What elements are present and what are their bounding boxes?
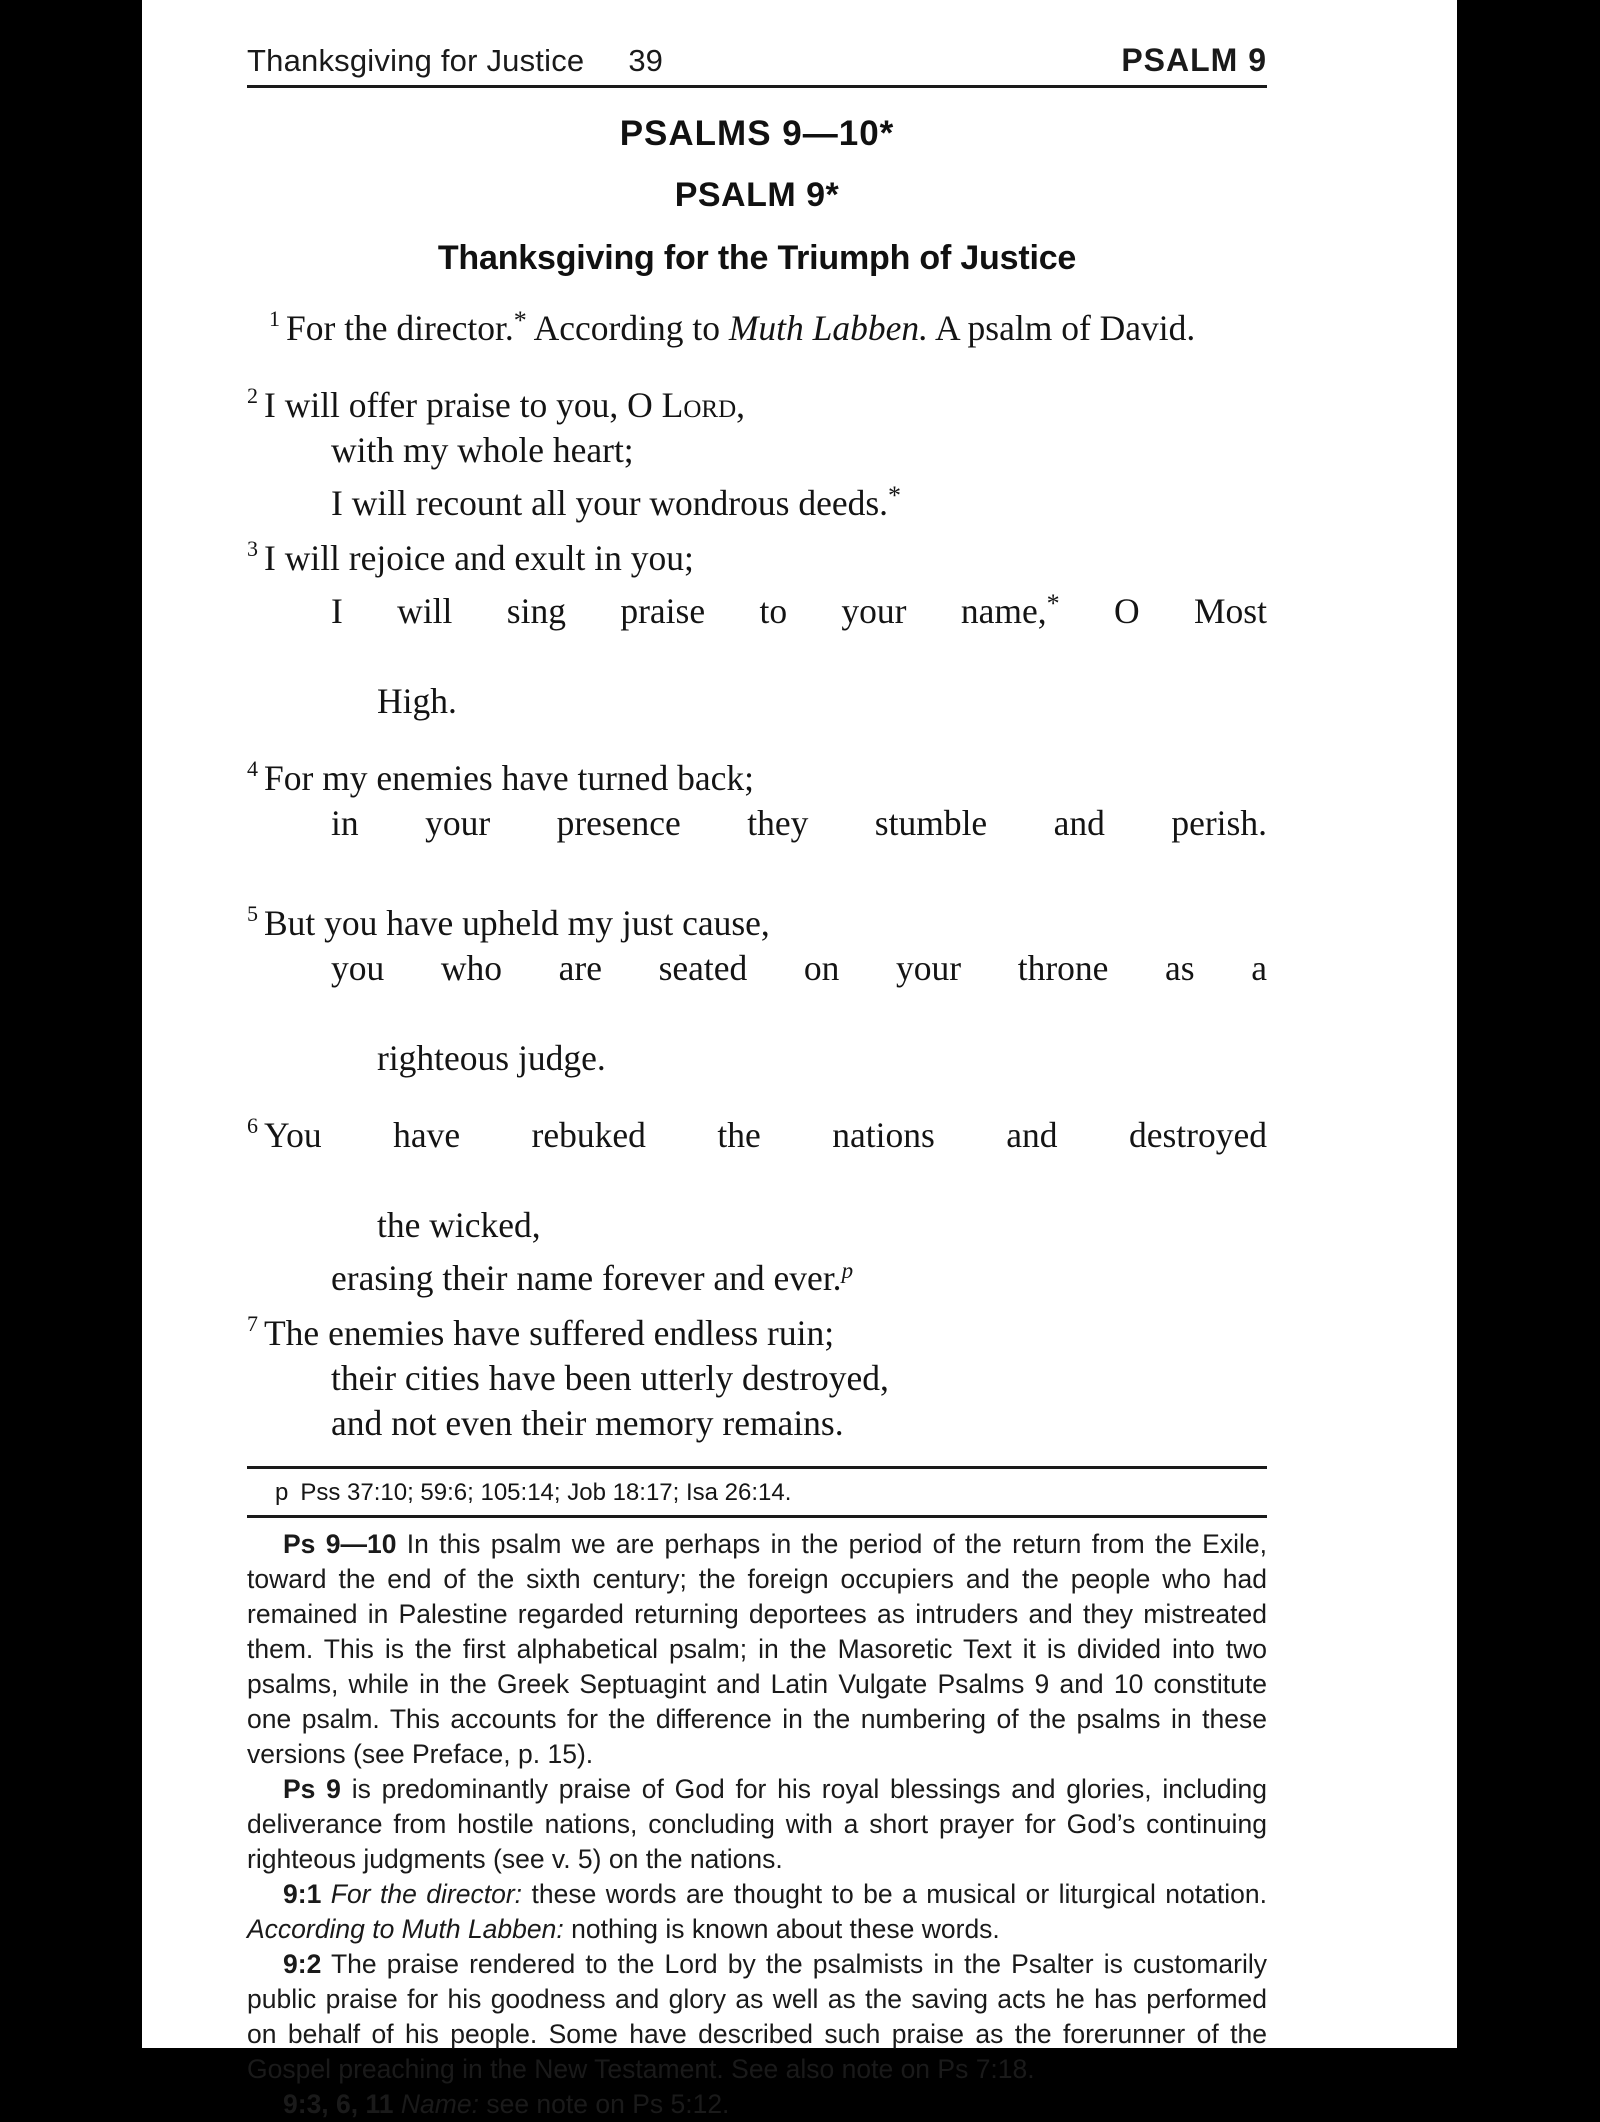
verse-line [247,373,1267,428]
verse-line [247,526,1267,581]
verse-4 [247,746,1267,891]
psalm-number-heading: PSALM 9* [674,176,840,214]
verse-line-text: with my whole heart; [331,430,634,470]
page-canvas [142,0,1457,2119]
verse-line [247,1103,1267,1203]
verse-line-text: the wicked, [377,1205,541,1245]
note-body: these words are thought to be a musical or liturgical notation. [531,1879,1267,1909]
verse-line-text: But you have upheld my just cause, [264,903,770,943]
verse-1-text-c: A psalm of David. [928,308,1196,348]
cross-reference-marker-p[interactable]: p [841,1258,854,1283]
cross-reference-letter: p [275,1479,289,1506]
verse-line-text: and not even their memory remains. [331,1403,844,1443]
verse-1-superscription [247,296,1267,351]
note-body: is predominantly praise of God for his royal blessings and glories, including deliverance from hostile nations, concluding with a short prayer for God’s continuing righteous judgments (see v. 5) on the nations. [247,1774,1267,1874]
note-9-2 [247,1947,1267,2087]
note-italic-lemma-2: According to Muth Labben: [247,1914,564,1944]
verse-line-text: I will offer praise to you, O [264,385,662,425]
verse-line-text: righteous judge. [377,1038,606,1078]
verse-line [247,891,1267,946]
annotation-block [247,1518,1267,2122]
verse-number-3: 3 [247,536,258,561]
asterisk-marker: * [513,306,527,335]
note-ps-9 [247,1772,1267,1877]
asterisk-marker: * [888,481,902,510]
cross-reference-line [247,1469,1267,1518]
verse-3 [247,526,1267,724]
verse-line [247,946,1267,1036]
verse-number-5: 5 [247,901,258,926]
verse-number-7: 7 [247,1311,258,1336]
note-label: 9:3, 6, 11 [283,2089,394,2119]
verse-number-1: 1 [269,306,280,331]
verse-line-text: erasing their name forever and ever. [331,1258,842,1298]
verse-line [247,1036,1267,1081]
note-label: Ps 9 [283,1774,341,1804]
note-body: see note on Ps 5:12. [486,2089,730,2119]
verse-line-tail: O Most [1059,591,1267,631]
page-number: 39 [628,43,663,78]
note-9-1 [247,1877,1267,1947]
verse-number-6: 6 [247,1113,258,1138]
note-body: In this psalm we are perhaps in the period of the return from the Exile, toward the end of the sixth century; the foreign occupiers and the people who had remained in Palestine regarded returning deportees as intruders and they mistreated them. This is the first alphabetical psalm; in the Masoretic Text it is divided into two psalms, while in the Greek Septuagint and Latin Vulgate Psalms 9 and 10 constitute one psalm. This accounts for the difference in the numbering of the psalms in these versions (see Preface, p. 15). [247,1529,1267,1769]
note-label: 9:2 [283,1949,322,1979]
verse-line-text: you who are seated on your throne as a [331,948,1267,988]
verse-1-italic: Muth Labben. [728,308,929,348]
note-label: 9:1 [283,1879,322,1909]
verse-2 [247,373,1267,526]
verse-line-tail: , [736,385,745,425]
verse-line-text: I will recount all your wondrous deeds. [331,483,889,523]
verse-line [247,428,1267,473]
verse-line-text: I will sing praise to your name, [331,591,1047,631]
verse-number-4: 4 [247,756,258,781]
note-body: The praise rendered to the Lord by the psalmists in the Psalter is customarily public praise for his goodness and glory as well as the saving acts he has performed on behalf of his people. Some have described such praise as the forerunner of the Gospel preaching in the New Testament. See also note on Ps 7:18. [247,1949,1268,2084]
verse-line [247,1356,1267,1401]
verse-6 [247,1103,1267,1301]
verse-line-text: in your presence they stumble and perish. [331,803,1267,843]
page-content [247,0,1267,2122]
running-head [247,0,1267,88]
cross-reference-refs[interactable]: Pss 37:10; 59:6; 105:14; Job 18:17; Isa 26:14. [300,1479,792,1506]
running-head-title: Thanksgiving for Justice [247,43,585,78]
verse-line-text: You have rebuked the nations and destroyed [264,1115,1267,1155]
verse-line [247,679,1267,724]
verse-line-text: The enemies have suffered endless ruin; [264,1313,835,1353]
verse-7 [247,1301,1267,1446]
page-title: Thanksgiving for the Triumph of Justice [437,239,1077,277]
note-9-3-6-11 [247,2087,1267,2122]
verse-line-text: High. [377,681,457,721]
note-label: Ps 9—10 [283,1529,397,1559]
verse-1-text-b: According to [526,308,729,348]
running-head-reference: PSALM 9 [1121,42,1267,78]
asterisk-marker: * [1046,589,1060,618]
scripture-body [247,296,1267,1446]
verse-line [247,1203,1267,1248]
psalms-range-heading: PSALMS 9—10* [619,114,895,153]
verse-line [247,473,1267,526]
verse-number-2: 2 [247,383,258,408]
verse-5 [247,891,1267,1081]
verse-line [247,746,1267,801]
verse-line [247,1401,1267,1446]
note-ps-9-10 [247,1527,1267,1772]
verse-line-text: For my enemies have turned back; [264,758,754,798]
note-body-2: nothing is known about these words. [571,1914,1000,1944]
note-italic-lemma: Name: [400,2089,479,2119]
verse-line [247,801,1267,891]
verse-line-text: their cities have been utterly destroyed, [331,1358,889,1398]
divine-name-smallcaps: Lord [661,385,737,425]
verse-line [247,1301,1267,1356]
verse-line-text: I will rejoice and exult in you; [264,538,694,578]
verse-line [247,1248,1267,1301]
verse-1-text-a: For the director. [286,308,514,348]
verse-line [247,581,1267,679]
note-italic-lemma: For the director: [330,1879,523,1909]
